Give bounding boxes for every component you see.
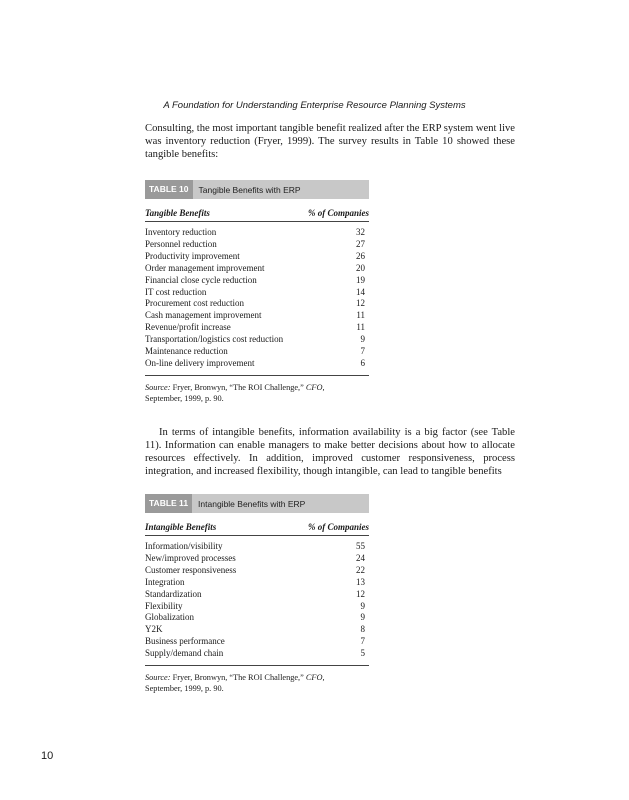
table-10 — [145, 180, 369, 404]
table-row — [145, 334, 369, 346]
row-label: Financial close cycle reduction — [145, 274, 257, 285]
row-label: Cash management improvement — [145, 310, 262, 321]
column-header-label: Tangible Benefits — [145, 208, 210, 218]
row-label: Personnel reduction — [145, 238, 217, 249]
table-title: Tangible Benefits with ERP — [198, 184, 301, 195]
table-row — [145, 287, 369, 299]
table-row — [145, 322, 369, 334]
table-caption — [145, 494, 369, 513]
table-row — [145, 648, 369, 660]
row-value: 7 — [360, 346, 365, 357]
table-row — [145, 263, 369, 275]
source-text: Fryer, Bronwyn, “The ROI Challenge,” — [172, 673, 304, 683]
row-value: 32 — [356, 227, 365, 237]
table-row — [145, 310, 369, 322]
row-value: 12 — [356, 298, 365, 309]
table-row — [145, 358, 369, 370]
table-body — [145, 222, 369, 376]
table-number: TABLE 10 — [145, 180, 193, 199]
row-value: 55 — [356, 541, 365, 551]
row-label: Information/visibility — [145, 541, 223, 551]
column-header-value: % of Companies — [307, 522, 369, 532]
row-label: Customer responsiveness — [145, 564, 237, 575]
row-label: Globalization — [145, 612, 194, 623]
table-row — [145, 251, 369, 263]
table-row — [145, 227, 369, 239]
source-publication: CFO, — [305, 673, 325, 683]
row-value: 12 — [356, 588, 365, 599]
row-label: Productivity improvement — [145, 250, 240, 261]
row-label: Order management improvement — [145, 262, 265, 273]
source-date: September, 1999, p. 90. — [145, 393, 224, 403]
row-value: 9 — [360, 612, 365, 623]
row-value: 24 — [356, 552, 365, 563]
row-label: Inventory reduction — [145, 227, 217, 237]
table-row — [145, 239, 369, 251]
row-value: 11 — [356, 310, 365, 321]
table-caption — [145, 180, 369, 199]
running-head: A Foundation for Understanding Enterprise Resource Planning Systems — [163, 100, 466, 111]
row-label: On-line delivery improvement — [145, 357, 255, 368]
row-value: 27 — [356, 238, 365, 249]
row-value: 13 — [356, 576, 365, 587]
table-row — [145, 541, 369, 553]
table-row — [145, 636, 369, 648]
row-label: Procurement cost reduction — [145, 298, 244, 309]
table-row — [145, 601, 369, 613]
row-label: Flexibility — [145, 600, 183, 611]
table-row — [145, 298, 369, 310]
row-value: 9 — [360, 600, 365, 611]
table-row — [145, 346, 369, 358]
table-row — [145, 553, 369, 565]
table-row — [145, 612, 369, 624]
table-header — [145, 513, 369, 536]
table-source — [145, 382, 345, 404]
row-value: 7 — [360, 636, 365, 647]
row-label: IT cost reduction — [145, 286, 207, 297]
row-label: Maintenance reduction — [145, 346, 228, 357]
table-row — [145, 624, 369, 636]
source-text: Fryer, Bronwyn, “The ROI Challenge,” — [172, 382, 304, 392]
source-date: September, 1999, p. 90. — [145, 684, 224, 694]
row-label: Y2K — [145, 624, 163, 635]
row-value: 22 — [356, 564, 365, 575]
table-row — [145, 577, 369, 589]
table-number: TABLE 11 — [145, 494, 192, 513]
row-value: 26 — [356, 250, 365, 261]
row-label: Standardization — [145, 588, 202, 599]
table-11 — [145, 494, 369, 694]
row-label: Transportation/logistics cost reduction — [145, 334, 284, 345]
row-label: Business performance — [145, 636, 225, 647]
row-label: Integration — [145, 576, 185, 587]
row-value: 8 — [360, 624, 365, 635]
page-number: 10 — [41, 750, 54, 762]
table-source — [145, 672, 345, 694]
source-label: Source: — [145, 673, 171, 683]
table-body — [145, 536, 369, 666]
row-value: 19 — [356, 274, 365, 285]
row-value: 5 — [360, 648, 365, 659]
column-header-label: Intangible Benefits — [145, 522, 217, 532]
column-header-value: % of Companies — [307, 208, 369, 218]
table-row — [145, 565, 369, 577]
row-value: 11 — [356, 322, 365, 333]
row-label: New/improved processes — [145, 552, 236, 563]
row-label: Revenue/profit increase — [145, 322, 231, 333]
body-paragraph-1: Consulting, the most important tangible benefit realized after the ERP system went live was inventory reduction (Fryer, 1999). The survey results in Table 10 showed these tangible benefits: — [145, 123, 516, 160]
row-value: 6 — [360, 357, 365, 368]
row-value: 9 — [360, 334, 365, 345]
row-value: 20 — [356, 262, 365, 273]
source-label: Source: — [145, 382, 171, 392]
row-label: Supply/demand chain — [145, 648, 224, 659]
source-publication: CFO, — [305, 382, 325, 392]
table-row — [145, 275, 369, 287]
table-title: Intangible Benefits with ERP — [198, 498, 306, 509]
table-row — [145, 589, 369, 601]
table-header — [145, 199, 369, 222]
body-paragraph-2: In terms of intangible benefits, information availability is a big factor (see Table 11). Information can enable managers to make better decisions about how to allocate resources effectively. In addition, improved customer responsiveness, process integration, and increased flexibility, though intangible, can lead to tangible benefits — [145, 427, 515, 477]
row-value: 14 — [356, 286, 365, 297]
